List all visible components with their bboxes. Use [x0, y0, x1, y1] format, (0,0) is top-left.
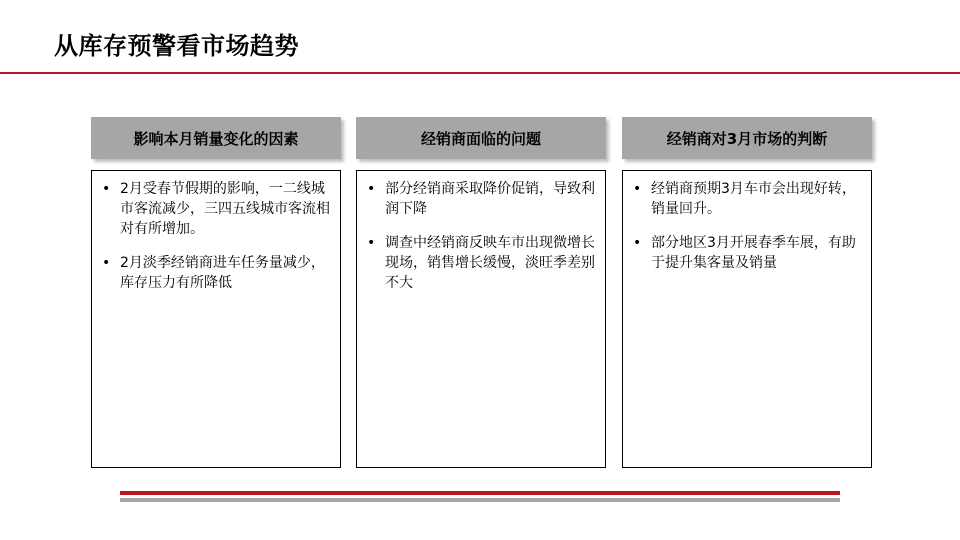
list-item: • 部分地区3月开展春季车展，有助于提升集客量及销量	[631, 233, 861, 273]
list-item: • 经销商预期3月车市会出现好转，销量回升。	[631, 179, 861, 219]
column-box-factors	[91, 170, 341, 468]
list-item: • 2月受春节假期的影响，一二线城市客流减少，三四五线城市客流相对有所增加。	[100, 179, 330, 239]
bullet-list	[631, 179, 861, 273]
bullet-list	[100, 179, 330, 293]
column-header-outlook: 经销商对3月市场的判断	[622, 117, 872, 159]
page-title: 从库存预警看市场趋势	[54, 32, 299, 60]
footer-divider-gray	[120, 498, 840, 502]
list-item: • 调查中经销商反映车市出现微增长现场，销售增长缓慢，淡旺季差别不大	[365, 233, 595, 293]
column-box-issues	[356, 170, 606, 468]
list-item: • 2月淡季经销商进车任务量减少，库存压力有所降低	[100, 253, 330, 293]
column-header-factors: 影响本月销量变化的因素	[91, 117, 341, 159]
bullet-list	[365, 179, 595, 293]
column-header-issues: 经销商面临的问题	[356, 117, 606, 159]
title-divider	[0, 72, 960, 74]
footer-divider-red	[120, 491, 840, 495]
column-box-outlook	[622, 170, 872, 468]
list-item: • 部分经销商采取降价促销，导致利润下降	[365, 179, 595, 219]
